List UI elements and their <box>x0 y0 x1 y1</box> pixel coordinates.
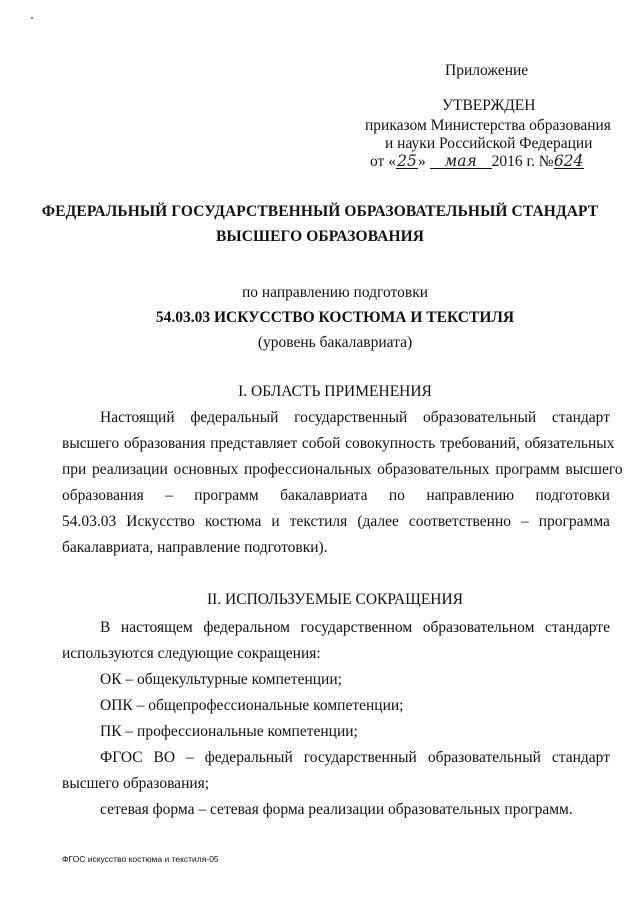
section-1-line-5 <box>62 513 610 531</box>
order-number-handwritten: 624 <box>553 152 584 170</box>
word: подготовки <box>535 487 610 504</box>
word: – <box>521 513 529 530</box>
word: 54.03.03 <box>62 513 117 530</box>
word: настоящем <box>120 619 193 636</box>
word: государственном <box>300 619 413 636</box>
word: Искусство <box>126 513 195 530</box>
word: федеральном <box>203 619 290 636</box>
order-date-line <box>370 153 584 171</box>
word: стандарт <box>551 749 610 766</box>
abbreviation-ok: ОК – общекультурные компетенции; <box>100 671 342 688</box>
abbreviation-network-form: сетевая форма – сетевая форма реализации образовательных программ. <box>100 801 573 818</box>
section-1-line-3: при реализации основных профессиональных образовательных программ высшего <box>62 461 623 478</box>
word: федеральный <box>204 749 293 766</box>
word: образовательном <box>422 619 535 636</box>
word: ВО <box>153 749 176 766</box>
section-2-intro-line-2: используются следующие сокращения: <box>62 645 321 662</box>
word: направлению <box>426 487 515 504</box>
word: государственный <box>294 409 408 426</box>
word: программ <box>194 487 259 504</box>
word: по <box>388 487 405 504</box>
section-2-heading: II. ИСПОЛЬЗУЕМЫЕ СОКРАЩЕНИЯ <box>206 591 464 608</box>
word: и <box>271 513 280 530</box>
section-1-line-4 <box>62 487 610 505</box>
order-line-1: приказом Министерства образования <box>365 117 611 134</box>
direction-intro: по направлению подготовки <box>241 284 429 301</box>
word: бакалавриата <box>280 487 368 504</box>
section-2-intro-line-1 <box>100 619 610 637</box>
date-day-handwritten: 25 <box>397 152 417 170</box>
order-line-2: и науки Российской Федерации <box>385 135 593 152</box>
word: (далее <box>357 513 399 530</box>
date-prefix: от « <box>370 153 396 170</box>
word: стандарте <box>544 619 610 636</box>
abbreviation-pk: ПК – профессиональные компетенции; <box>100 723 358 740</box>
document-title-line-1: ФЕДЕРАЛЬНЫЙ ГОСУДАРСТВЕННЫЙ ОБРАЗОВАТЕЛЬНЫЙ СТАНДАРТ <box>41 203 599 220</box>
abbreviation-fgos-line-2: высшего образования; <box>62 775 210 792</box>
abbreviation-fgos-line-1 <box>100 749 610 767</box>
word: текстиля <box>289 513 348 530</box>
word: государственный <box>303 749 417 766</box>
footer-file-label: ФГОС искусство костюма и текстиля-05 <box>62 854 219 864</box>
section-1-line-1 <box>100 409 610 427</box>
date-year: 2016 г. № <box>491 153 554 170</box>
word: ФГОС <box>100 749 143 766</box>
word: стандарт <box>551 409 610 426</box>
abbreviation-opk: ОПК – общепрофессиональные компетенции; <box>100 697 404 714</box>
word: – <box>186 749 194 766</box>
date-mid: » <box>417 153 426 170</box>
date-month-handwritten: мая <box>430 154 492 169</box>
word: соответственно <box>408 513 511 530</box>
direction-code-name: 54.03.03 ИСКУССТВО КОСТЮМА И ТЕКСТИЛЯ <box>155 309 515 326</box>
word: В <box>100 619 111 636</box>
word: – <box>165 487 173 504</box>
section-1-line-6: бакалавриата, направление подготовки). <box>62 539 328 556</box>
word: федеральный <box>190 409 279 426</box>
word: образования <box>62 487 144 504</box>
scan-speck <box>31 17 33 19</box>
section-1-heading: I. ОБЛАСТЬ ПРИМЕНЕНИЯ <box>238 383 432 400</box>
word: образовательный <box>427 749 541 766</box>
approved-label: УТВЕРЖДЕН <box>442 97 536 114</box>
document-title-line-2: ВЫСШЕГО ОБРАЗОВАНИЯ <box>215 228 425 245</box>
word: программа <box>538 513 610 530</box>
word: Настоящий <box>100 409 175 426</box>
word: образовательный <box>423 409 537 426</box>
appendix-label: Приложение <box>445 62 529 79</box>
education-level: (уровень бакалавриата) <box>257 334 413 351</box>
word: костюма <box>204 513 262 530</box>
section-1-line-2: высшего образования представляет собой совокупность требований, обязательных <box>62 435 615 452</box>
